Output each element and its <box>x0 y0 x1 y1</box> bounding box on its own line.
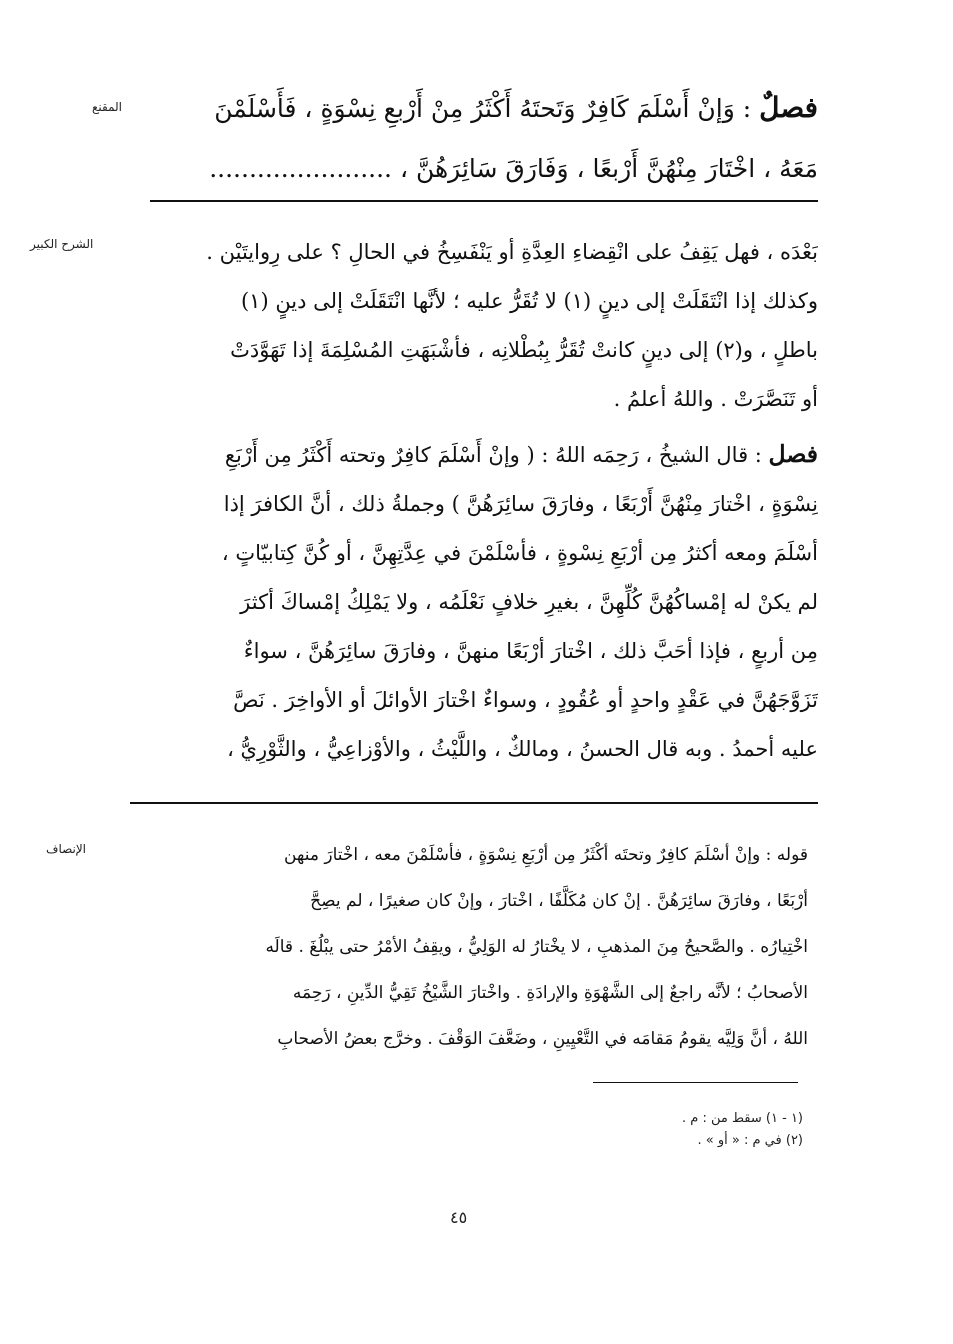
footnote-rule <box>593 1082 798 1083</box>
insaf-line: قوله : وإنْ أسْلَمَ كافِرٌ وتحتَه أكْثَرُ مِن أرْبَعِ نِسْوَةٍ ، فأسْلَمْنَ معه ، اخْتارَ منهن <box>283 845 808 865</box>
sharh-line: مِن أربعٍ ، فإذا أحَبَّ ذلك ، اخْتارَ أرْبَعًا منهنَّ ، وفارَقَ سائِرَهُنَّ ، سواءٌ <box>243 639 818 663</box>
side-label-sharh: الشرح الكبير <box>30 237 94 251</box>
sharh-line-text: : قال الشيخُ ، رَحِمَه اللهُ : ( وإنْ أَسْلَمَ كافِرٌ وتحته أَكْثَرُ مِن أَرْبَعِ <box>224 443 762 467</box>
sharh-line: وكذلك إذا انْتَقَلَتْ إلى دينٍ (١) لا تُقَرُّ عليه ؛ لأنَّها انْتَقَلَتْ إلى دينٍ (١) <box>240 289 818 313</box>
muqni-line <box>150 78 818 139</box>
insaf-line: اخْتِيارُه . والصَّحيحُ مِنَ المذهبِ ، لا يخْتارُ له الوَلِيُّ ، ويقِفُ الأمْرُ حتى يبْلُغَ . قالَه <box>265 937 808 957</box>
sharh-line: بَعْدَه ، فهل يَقِفُ على انْقِضاءِ العِدَّةِ أو يَنْفَسِخُ في الحالِ ؟ على رِوايتَيْن . <box>206 240 818 264</box>
divider-rule <box>130 802 818 804</box>
muqni-text-block <box>150 78 818 199</box>
sharh-line: تَزَوَّجَهُنَّ في عَقْدٍ واحدٍ أو عُقُودٍ ، وسواءٌ اخْتارَ الأوائلَ أو الأواخِرَ . نَصَّ <box>233 688 818 712</box>
side-label-muqni: المقنع <box>92 100 123 114</box>
sharh-line: نِسْوَةٍ ، اخْتارَ مِنْهُنَّ أَرْبَعًا ، وفارَقَ سائِرَهُنَّ ) وجملةُ ذلك ، أنَّ الكافرَ إذا <box>223 492 818 516</box>
sharh-line: أو تَنَصَّرَتْ . واللهُ أعلمُ . <box>613 387 818 411</box>
page-number: ٤٥ <box>450 1208 468 1227</box>
insaf-text-block <box>128 832 808 1062</box>
sharh-line: أسْلَمَ ومعه أكثرُ مِن أرْبَعِ نِسْوةٍ ، فأسْلَمْنَ في عِدَّتِهِنَّ ، أو كُنَّ كِتابيّاتٍ ، <box>221 541 818 565</box>
section-heading: فصل <box>768 440 818 468</box>
muqni-line-text: : وَإنْ أَسْلَمَ كَافِرٌ وَتَحتَهُ أَكْثَرُ مِنْ أَرْبعِ نِسْوَةٍ ، فَأَسْلَمْنَ <box>214 94 752 123</box>
footnote: (١ - ١) سقط من : م . <box>682 1111 803 1126</box>
footnotes <box>682 1108 803 1152</box>
section-heading: فصلٌ <box>759 91 818 124</box>
sharh-line <box>130 430 818 480</box>
insaf-line: اللهُ ، أنَّ وَلِيَّه يقومُ مَقامَه في التَّعْيِينِ ، وضَعَّفَ الوَقْفَ . وخرَّج بعضُ الأصحابِ <box>277 1029 808 1049</box>
sharh-text-block <box>130 228 818 774</box>
side-label-insaf: الإنصاف <box>46 842 87 856</box>
sharh-line: لم يكنْ له إمْساكُهُنَّ كُلِّهِنَّ ، بغيرِ خلافٍ نَعْلَمُه ، ولا يَمْلِكُ إمْساكَ أكثرَ <box>240 590 818 614</box>
sharh-line: باطلٍ ، و(٢) إلى دينٍ كانتْ تُقَرُّ بِبُطْلانِه ، فأشْبَهَتِ المُسْلِمَةَ إذا تَهَوَّدَتْ <box>230 338 818 362</box>
footnote: (٢) في م : « أو » . <box>697 1133 803 1148</box>
muqni-line: مَعَهُ ، اخْتَارَ مِنْهُنَّ أَرْبعًا ، وَفَارَقَ سَائِرَهُنَّ ، ....................... <box>209 154 818 183</box>
insaf-line: أرْبَعًا ، وفارَقَ سائِرَهُنَّ . إنْ كان مُكَلَّفًا ، اخْتارَ ، وإنْ كان صغيرًا ، لم يصِحَّ <box>310 891 808 911</box>
sharh-line: عليه أحمدُ . وبه قال الحسنُ ، ومالكٌ ، واللَّيْثُ ، والأوْزاعِيُّ ، والثَّوْرِيُّ ، <box>227 737 818 761</box>
insaf-line: الأصحابُ ؛ لأنَّه راجعٌ إلى الشَّهْوَةِ والإرادَةِ . واخْتارَ الشَّيْخُ تَقِيُّ الدِّينِ ، رَحِمَه <box>292 983 808 1003</box>
divider-rule <box>150 200 818 202</box>
